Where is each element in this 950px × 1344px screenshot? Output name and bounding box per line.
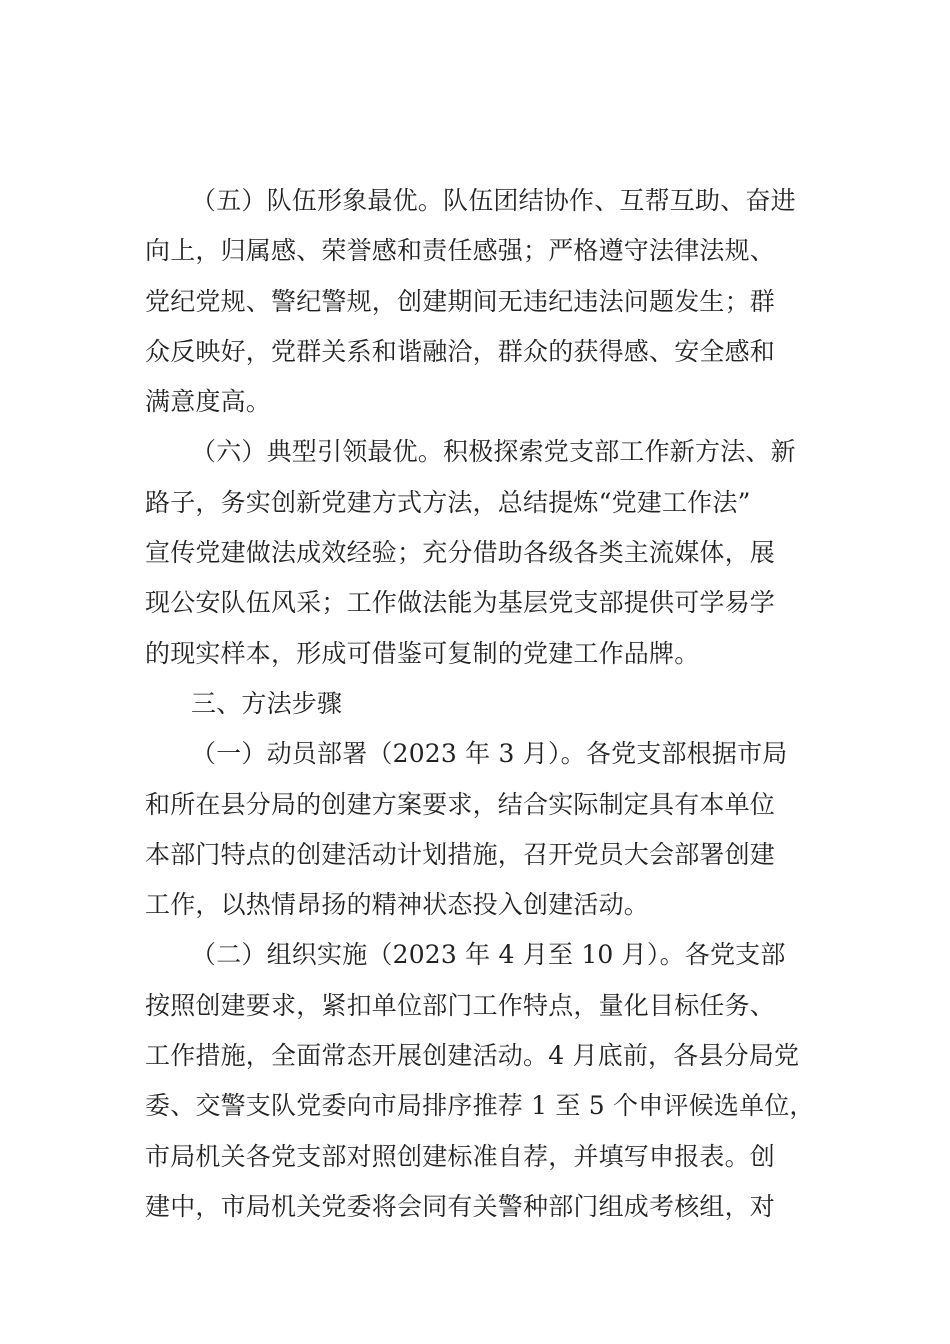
- text-line: 的现实样本，形成可借鉴可复制的党建工作品牌。: [145, 638, 700, 668]
- text-line: 建中，市局机关党委将会同有关警种部门组成考核组，对: [145, 1191, 776, 1221]
- step-1-heading-line: （一）动员部署（2023 年 3 月）。各党支部根据市局: [191, 739, 788, 769]
- step-2-heading-line: （二）组织实施（2023 年 4 月至 10 月）。各党支部: [191, 940, 786, 970]
- text-line: 宣传党建做法成效经验；充分借助各级各类主流媒体，展: [145, 538, 776, 568]
- text-line: 党纪党规、警纪警规，创建期间无违纪违法问题发生；群: [145, 286, 776, 316]
- text-line: 满意度高。: [145, 387, 272, 417]
- paragraph-5-heading-line: （五）队伍形象最优。队伍团结协作、互帮互助、奋进: [191, 186, 796, 215]
- text-line: 市局机关各党支部对照创建标准自荐，并填写申报表。创: [145, 1141, 776, 1171]
- text-line: 向上，归属感、荣誉感和责任感强；严格遵守法律法规、: [145, 236, 776, 266]
- section-3-heading: 三、方法步骤: [191, 688, 343, 718]
- text-line: 工作措施，全面常态开展创建活动。4 月底前，各县分局党: [145, 1041, 800, 1071]
- text-line: 和所在县分局的创建方案要求，结合实际制定具有本单位: [145, 789, 776, 819]
- text-line: 现公安队伍风采；工作做法能为基层党支部提供可学易学: [145, 588, 776, 618]
- text-line: 委、交警支队党委向市局排序推荐 1 至 5 个申评候选单位，: [145, 1091, 815, 1121]
- text-line: 路子，务实创新党建方式方法，总结提炼“党建工作法”: [145, 487, 751, 517]
- text-line: 本部门特点的创建活动计划措施，召开党员大会部署创建: [145, 839, 776, 869]
- text-line: 工作，以热情昂扬的精神状态投入创建活动。: [145, 890, 650, 920]
- document-body: [145, 176, 815, 1232]
- paragraph-6-heading-line: （六）典型引领最优。积极探索党支部工作新方法、新: [191, 437, 796, 467]
- text-line: 按照创建要求，紧扣单位部门工作特点，量化目标任务、: [145, 990, 776, 1020]
- text-line: 众反映好，党群关系和谐融洽，群众的获得感、安全感和: [145, 336, 776, 366]
